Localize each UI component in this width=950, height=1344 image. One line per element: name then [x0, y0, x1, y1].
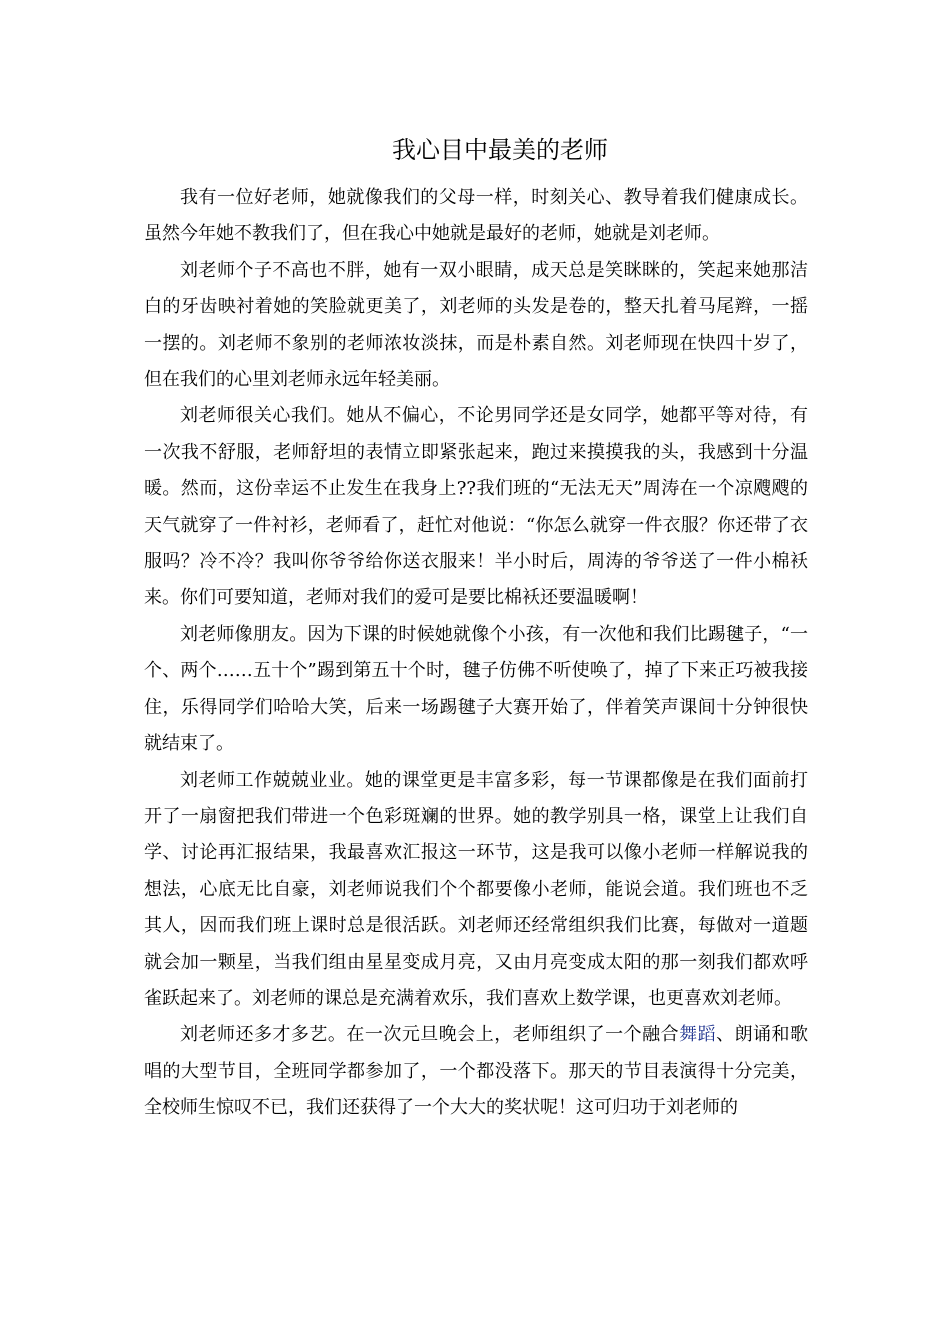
article-body — [144, 180, 808, 1127]
paragraph-6 — [144, 1017, 808, 1126]
paragraph-5: 刘老师工作兢兢业业。她的课堂更是丰富多彩，每一节课都像是在我们面前打开了一扇窗把我们带进一个色彩斑斓的世界。她的教学别具一格，课堂上让我们自学、讨论再汇报结果，我最喜欢汇报这一环节，这是我可以像小老师一样解说我的想法，心底无比自豪，刘老师说我们个个都要像小老师，能说会道。我们班也不乏其人，因而我们班上课时总是很活跃。刘老师还经常组织我们比赛，每做对一道题就会加一颗星，当我们组由星星变成月亮，又由月亮变成太阳的那一刻我们都欢呼雀跃起来了。刘老师的课总是充满着欢乐，我们喜欢上数学课，也更喜欢刘老师。 — [144, 769, 808, 1009]
paragraph-1: 我有一位好老师，她就像我们的父母一样，时刻关心、教导着我们健康成长。虽然今年她不教我们了，但在我心中她就是最好的老师，她就是刘老师。 — [144, 187, 808, 245]
paragraph-6-text-before: 刘老师还多才多艺。在一次元旦晚会上，老师组织了一个融合 — [180, 1024, 680, 1046]
paragraph-4: 刘老师像朋友。因为下课的时候她就像个小孩，有一次他和我们比踢毽子，“一个、两个……五十个”踢到第五十个时，毽子仿佛不听使唤了，掉了下来正巧被我接住，乐得同学们哈哈大笑，后来一场踢毽子大赛开始了，伴着笑声课间十分钟很快就结束了。 — [144, 623, 808, 755]
page-title: 我心目中最美的老师 — [392, 136, 608, 164]
dance-link[interactable]: 舞蹈 — [679, 1024, 717, 1046]
paragraph-3: 刘老师很关心我们。她从不偏心，不论男同学还是女同学，她都平等对待，有一次我不舒服，老师舒坦的表情立即紧张起来，跑过来摸摸我的头，我感到十分温暖。然而，这份幸运不止发生在我身上??我们班的“无法无天”周涛在一个凉飕飕的天气就穿了一件衬衫，老师看了，赶忙对他说：“你怎么就穿一件衣服？你还带了衣服吗？冷不冷？我叫你爷爷给你送衣服来！半小时后，周涛的爷爷送了一件小棉袄来。你们可要知道，老师对我们的爱可是要比棉袄还要温暖啊！ — [144, 405, 808, 609]
paragraph-6-text-after: 、朗诵和歌唱的大型节目，全班同学都参加了，一个都没落下。那天的节目表演得十分完美，全校师生惊叹不已，我们还获得了一个大大的奖状呢！这可归功于刘老师的 — [144, 1024, 809, 1119]
paragraph-2: 刘老师个子不高也不胖，她有一双小眼睛，成天总是笑眯眯的，笑起来她那洁白的牙齿映衬着她的笑脸就更美了，刘老师的头发是卷的，整天扎着马尾辫，一摇一摆的。刘老师不象别的老师浓妆淡抹，而是朴素自然。刘老师现在快四十岁了，但在我们的心里刘老师永远年轻美丽。 — [144, 259, 808, 391]
